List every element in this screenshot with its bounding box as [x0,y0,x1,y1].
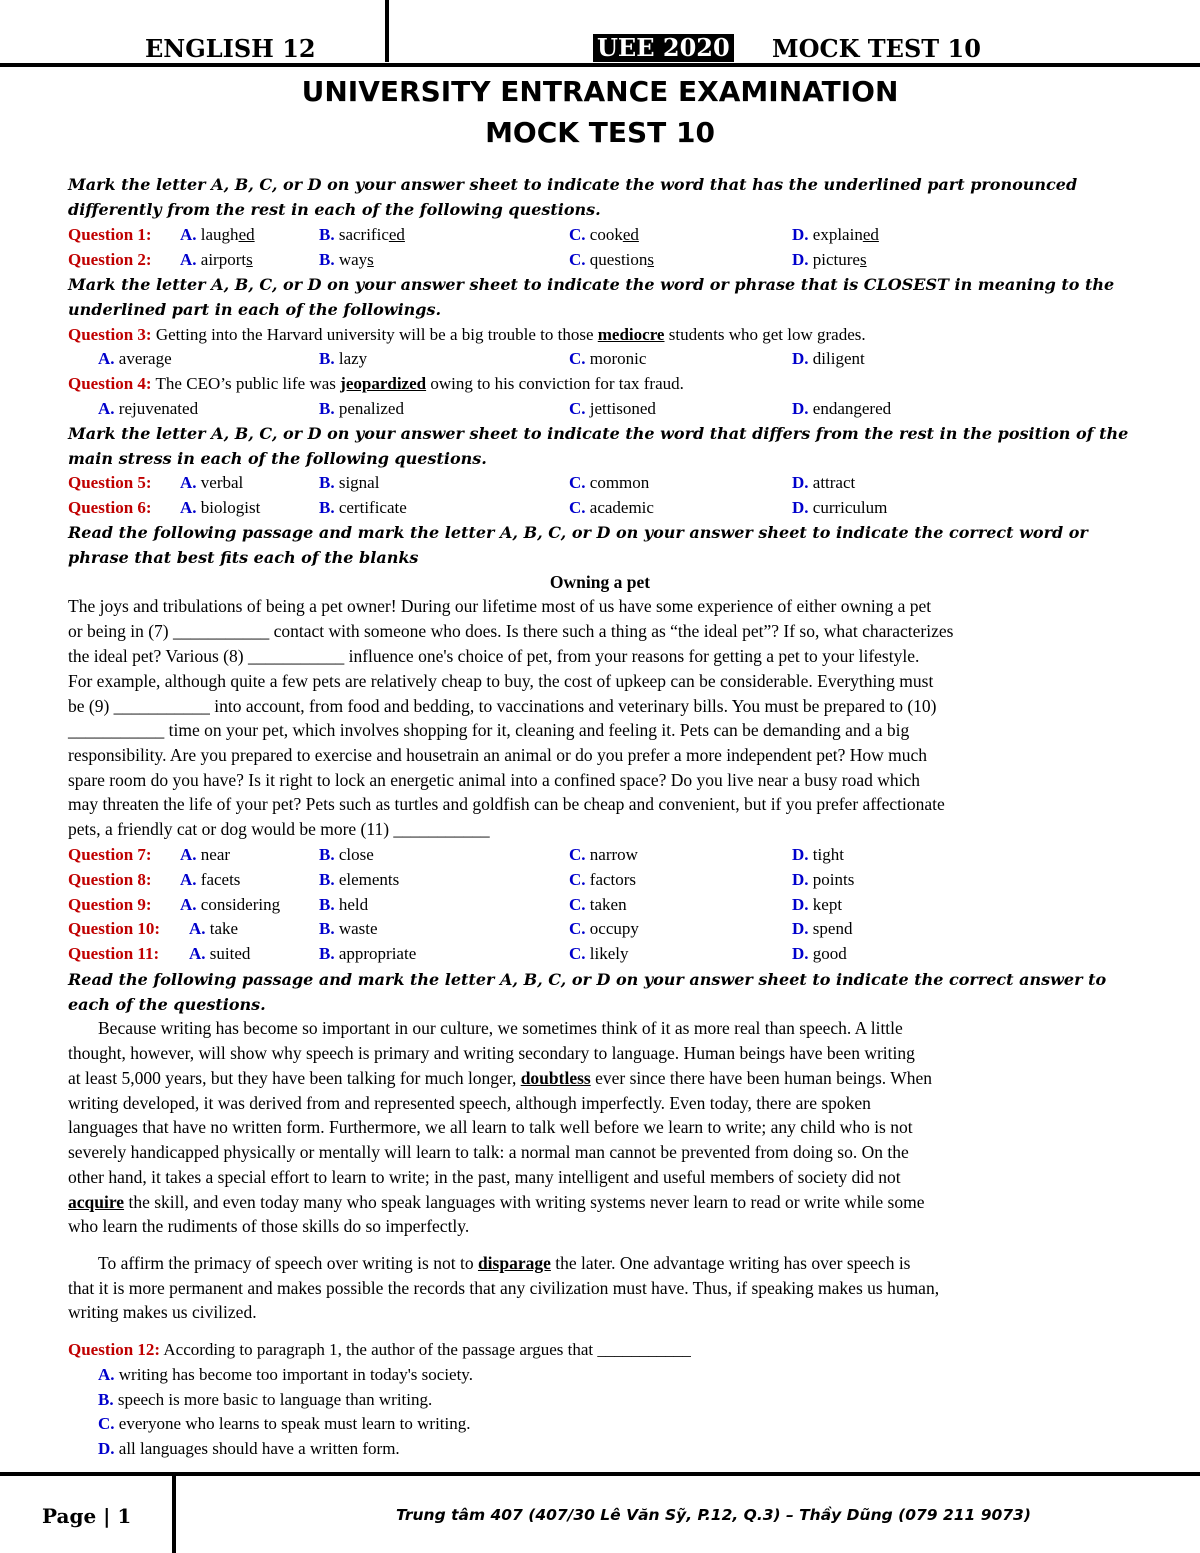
underlined-part: s [367,250,374,269]
option-letter: A. [180,473,197,492]
option-text: good [812,944,847,963]
question-label: Question 5: [68,473,152,492]
option-text: common [589,473,650,492]
option-letter: A. [98,399,115,418]
option-text: tight [812,845,844,864]
passage-line: thought, however, will show why speech is primary and writing secondary to language. Human beings have been writing [68,1043,915,1063]
question-row [68,247,1128,272]
passage-line: ___________ time on your pet, which involves shopping for it, cleaning and feeling it. Pets can be demanding and a big [68,720,910,740]
option-letter: C. [569,349,586,368]
option-letter: A. [180,895,197,914]
option-letter: D. [792,845,809,864]
option-line [68,1362,1128,1387]
passage-line: be (9) ___________ into account, from food and bedding, to vaccinations and veterinary bills. You must be prepared to (10) [68,696,937,716]
option-text: appropriate [338,944,417,963]
option-text: question [589,250,648,269]
header-test-label: MOCK TEST 10 [772,34,981,63]
keyword: mediocre [597,325,665,344]
option-letter: B. [319,473,335,492]
option-text: taken [589,895,627,914]
passage-line [68,1251,1128,1276]
question-label: Question 7: [68,845,152,864]
passage-line: the ideal pet? Various (8) ___________ influence one's choice of pet, from your reasons for getting a pet to your lifestyle. [68,646,920,666]
passage-line: other hand, it takes a special effort to learn to write; in the past, many intelligent and useful members of society did not [68,1167,901,1187]
option-letter: D. [792,225,809,244]
option-text: close [338,845,374,864]
footer-divider [172,1476,176,1553]
option-letter: D. [792,349,809,368]
option-text: moronic [589,349,647,368]
passage-line [68,1190,1128,1215]
question-label: Question 11: [68,944,160,963]
option-text: laugh [200,225,239,244]
question-label: Question 6: [68,498,152,517]
instruction-pronunciation-cont: differently from the rest in each of the following questions. [68,200,601,219]
option-text: spend [812,919,853,938]
option-letter: B. [319,895,335,914]
question-stem [68,1337,1128,1362]
passage-line: For example, although quite a few pets are relatively cheap to buy, the cost of upkeep can be considerable. Everything must [68,671,934,691]
option-text: likely [589,944,629,963]
option-letter: B. [319,498,335,517]
option-text: all languages should have a written form. [118,1439,400,1458]
option-text: factors [589,870,637,889]
option-letter: C. [569,250,586,269]
option-text: endangered [812,399,892,418]
underlined-part: ed [622,225,639,244]
instruction-cloze-cont: phrase that best fits each of the blanks [68,548,419,567]
option-letter: D. [98,1439,115,1458]
option-text: speech is more basic to language than writing. [117,1390,433,1409]
option-text: points [812,870,855,889]
passage-line: severely handicapped physically or mentally will learn to talk: a normal man cannot be prevented from doing so. On the [68,1142,909,1162]
question-row [68,892,1128,917]
option-text: writing has become too important in today's society. [118,1365,473,1384]
instruction-reading: Read the following passage and mark the letter A, B, C, or D on your answer sheet to indicate the correct answer to [68,970,1107,989]
passage-text: ever since there have been human beings. When [595,1068,933,1088]
keyword: doubtless [520,1068,591,1088]
question-row [68,916,1128,941]
option-text: average [118,349,172,368]
underlined-part: s [859,250,867,269]
option-letter: A. [180,870,197,889]
passage-text: at least 5,000 years, but they have been talking for much longer, [68,1068,517,1088]
header-subject: ENGLISH 12 [145,34,316,63]
option-letter: A. [180,498,197,517]
passage-line: The joys and tribulations of being a pet owner! During our lifetime most of us have some experience of either owning a pet [68,596,932,616]
option-letter: C. [98,1414,115,1433]
question-row [68,470,1128,495]
option-letter: C. [569,919,586,938]
passage-title: Owning a pet [549,572,651,592]
option-line [68,1387,1128,1412]
option-text: penalized [338,399,404,418]
page-num: 1 [117,1504,132,1528]
options-row [68,396,1128,421]
question-stem [68,371,1128,396]
option-text: way [338,250,368,269]
option-text: sacrific [338,225,389,244]
options-row [68,346,1128,371]
option-letter: A. [180,225,197,244]
option-letter: D. [792,473,809,492]
option-text: waste [338,919,378,938]
passage-line: that it is more permanent and makes possible the records that any civilization must have. Thus, if speaking makes us human, [68,1278,940,1298]
passage-text: the later. One advantage writing has over speech is [555,1253,911,1273]
option-letter: C. [569,895,586,914]
option-letter: B. [319,225,335,244]
option-letter: B. [319,870,335,889]
option-text: diligent [812,349,865,368]
option-text: occupy [589,919,639,938]
keyword: jeopardized [340,374,427,393]
underlined-part: s [647,250,655,269]
option-letter: B. [98,1390,114,1409]
instruction-pronunciation: Mark the letter A, B, C, or D on your answer sheet to indicate the word that has the underlined part pronounced [68,175,1078,194]
option-text: elements [338,870,400,889]
underlined-part: ed [862,225,879,244]
option-letter: D. [792,870,809,889]
option-text: narrow [589,845,638,864]
stem-text: owing to his conviction for tax fraud. [430,374,684,393]
option-text: curriculum [812,498,888,517]
option-letter: A. [189,944,206,963]
option-text: signal [338,473,380,492]
page-number [42,1504,131,1528]
passage-text: the skill, and even today many who speak languages with writing systems never learn to read or write while some [128,1192,925,1212]
passage-line: writing makes us civilized. [68,1302,257,1322]
instruction-synonym: Mark the letter A, B, C, or D on your answer sheet to indicate the word or phrase that is CLOSEST in meaning to the [68,275,1115,294]
stem-text: According to paragraph 1, the author of the passage argues that ___________ [163,1340,691,1359]
page-label: Page | [42,1504,111,1528]
option-text: take [209,919,239,938]
option-letter: D. [792,250,809,269]
option-text: jettisoned [589,399,656,418]
option-text: everyone who learns to speak must learn to writing. [118,1414,471,1433]
question-stem [68,322,1128,347]
option-letter: C. [569,225,586,244]
underlined-part: s [246,250,253,269]
question-label: Question 3: [68,325,152,344]
option-letter: C. [569,944,586,963]
option-letter: A. [98,349,115,368]
footer-rule [0,1472,1200,1476]
option-letter: D. [792,399,809,418]
option-letter: B. [319,349,335,368]
option-letter: A. [180,845,197,864]
underlined-part: ed [238,225,255,244]
question-row [68,867,1128,892]
header-divider [385,0,389,62]
option-letter: C. [569,498,586,517]
option-text: explain [812,225,863,244]
passage-line: may threaten the life of your pet? Pets such as turtles and goldfish can be cheap and convenient, but if you prefer affectionate [68,794,945,814]
passage-line: pets, a friendly cat or dog would be more (11) ___________ [68,819,490,839]
question-label: Question 8: [68,870,152,889]
option-text: facets [200,870,241,889]
stem-text: The CEO’s public life was [155,374,336,393]
footer-center-info: Trung tâm 407 (407/30 Lê Văn Sỹ, P.12, Q.3) – Thầy Dũng (079 211 9073) [396,1506,1031,1524]
question-row [68,842,1128,867]
option-letter: D. [792,919,809,938]
option-text: academic [589,498,654,517]
passage-line [68,1066,1128,1091]
option-letter: C. [569,399,586,418]
passage-line: Because writing has become so important in our culture, we sometimes think of it as more real than speech. A little [98,1018,903,1038]
passage-line: responsibility. Are you prepared to exercise and housetrain an animal or do you prefer a more independent pet? How much [68,745,927,765]
option-text: rejuvenated [118,399,199,418]
option-text: airport [200,250,247,269]
option-letter: A. [189,919,206,938]
stem-text: Getting into the Harvard university will be a big trouble to those [155,325,594,344]
option-letter: B. [319,845,335,864]
instruction-stress-cont: main stress in each of the following questions. [68,449,487,468]
option-text: kept [812,895,843,914]
option-text: lazy [338,349,368,368]
option-letter: D. [792,498,809,517]
passage-line: spare room do you have? Is it right to lock an energetic animal into a confined space? Do you live near a busy road which [68,770,921,790]
option-letter: C. [569,870,586,889]
option-letter: A. [98,1365,115,1384]
option-text: biologist [200,498,261,517]
option-text: considering [200,895,281,914]
header-rule [0,63,1200,67]
keyword: acquire [68,1192,125,1212]
option-text: near [200,845,231,864]
option-letter: B. [319,399,335,418]
option-line [68,1436,1128,1461]
stem-text: students who get low grades. [668,325,866,344]
instruction-stress: Mark the letter A, B, C, or D on your answer sheet to indicate the word that differs from the rest in the position of the [68,424,1129,443]
option-letter: C. [569,845,586,864]
option-text: suited [209,944,251,963]
passage-line: writing developed, it was derived from and represented speech, although imperfectly. Even today, there are spoken [68,1093,871,1113]
header-badge: UEE 2020 [593,34,734,62]
question-row [68,941,1128,966]
option-text: verbal [200,473,244,492]
page-title: UNIVERSITY ENTRANCE EXAMINATION [301,75,899,108]
instruction-cloze: Read the following passage and mark the letter A, B, C, or D on your answer sheet to indicate the correct word or [68,523,1088,542]
question-label: Question 4: [68,374,152,393]
page-subtitle: MOCK TEST 10 [485,116,715,149]
instruction-reading-cont: each of the questions. [68,995,266,1014]
passage-line: languages that have no written form. Furthermore, we all learn to talk well before we learn to write; any child who is not [68,1117,913,1137]
option-text: attract [812,473,856,492]
option-text: cook [589,225,623,244]
option-letter: B. [319,944,335,963]
option-letter: D. [792,944,809,963]
option-line [68,1411,1128,1436]
question-label: Question 2: [68,250,152,269]
passage-line: who learn the rudiments of those skills do so imperfectly. [68,1216,470,1236]
option-letter: B. [319,250,335,269]
option-text: held [338,895,369,914]
passage-line: or being in (7) ___________ contact with someone who does. Is there such a thing as “the ideal pet”? If so, what characterizes [68,621,954,641]
option-letter: D. [792,895,809,914]
underlined-part: ed [388,225,405,244]
question-label: Question 10: [68,919,161,938]
question-label: Question 1: [68,225,152,244]
question-row [68,495,1128,520]
question-label: Question 12: [68,1340,161,1359]
option-text: certificate [338,498,407,517]
passage-text: To affirm the primacy of speech over writing is not to [98,1253,474,1273]
keyword: disparage [477,1253,551,1273]
question-row [68,222,1128,247]
instruction-synonym-cont: underlined part in each of the followings. [68,300,442,319]
option-letter: A. [180,250,197,269]
question-label: Question 9: [68,895,152,914]
option-text: picture [812,250,860,269]
option-letter: B. [319,919,335,938]
option-letter: C. [569,473,586,492]
